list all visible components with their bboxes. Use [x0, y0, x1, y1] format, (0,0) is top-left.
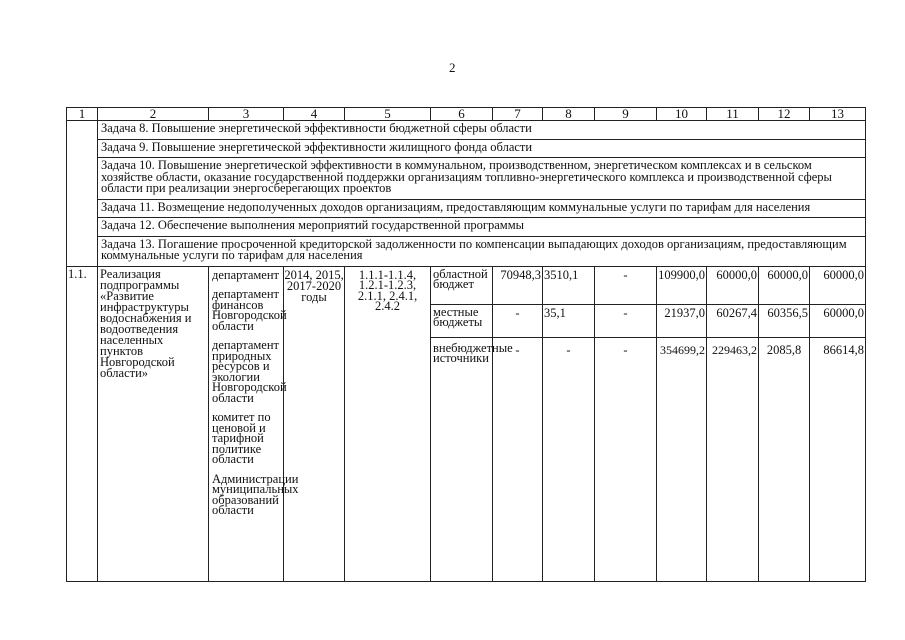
- header-cell: 1: [67, 108, 98, 121]
- value-cell: 60000,0: [810, 304, 866, 337]
- task-row: [67, 158, 866, 200]
- header-cell: 3: [209, 108, 284, 121]
- task-row: [67, 199, 866, 218]
- task-text: Задача 10. Повышение энергетической эффективности в коммунальном, производственном, энергетическом комплексах и в сельском хозяйстве области, оказание государственной поддержки организациям топливно-энергетического комплекса и производственной сферы области при реализации энергосберегающих проектов: [98, 158, 866, 200]
- row-number: 1.1.: [67, 266, 98, 581]
- value-cell: 60267,4: [707, 304, 759, 337]
- value-cell: -: [543, 337, 595, 581]
- task-row: [67, 218, 866, 237]
- value-cell: 229463,2: [707, 337, 759, 581]
- executor: департамент природных ресурсов и экологии Новгородской области: [212, 338, 287, 405]
- header-cell: 6: [431, 108, 493, 121]
- activity-name: Реализация подпрограммы «Развитие инфраструктуры водоснабжения и водоотведения населенных пунктов Новгородской области»: [98, 266, 209, 581]
- value-cell: 35,1: [543, 304, 595, 337]
- value-cell: 70948,3: [493, 266, 543, 304]
- header-cell: 4: [284, 108, 345, 121]
- task-text: Задача 12. Обеспечение выполнения мероприятий государственной программы: [98, 218, 866, 237]
- source-name: внебюджетные источники: [431, 337, 493, 581]
- task-text: Задача 8. Повышение энергетической эффективности бюджетной сферы области: [98, 121, 866, 140]
- executor: департамент финансов Новгородской области: [212, 287, 287, 333]
- task-row: [67, 139, 866, 158]
- years-cell: 2014, 2015, 2017-2020 годы: [284, 266, 345, 581]
- value-cell: 60356,5: [759, 304, 810, 337]
- value-cell: 354699,2: [657, 337, 707, 581]
- executor: департамент: [212, 267, 280, 282]
- header-cell: 2: [98, 108, 209, 121]
- task-text: Задача 13. Погашение просроченной кредиторской задолженности по компенсации выпадающих доходов организациям, предоставляющим коммунальные услуги по тарифам для населения: [98, 236, 866, 266]
- page-number: 2: [449, 60, 456, 75]
- task-row: [67, 121, 866, 140]
- value-cell: 60000,0: [707, 266, 759, 304]
- program-row: [67, 266, 866, 304]
- value-cell: -: [595, 266, 657, 304]
- header-row: [67, 108, 866, 121]
- value-cell: -: [493, 304, 543, 337]
- executors-cell: [209, 266, 299, 581]
- executor: Администрации муниципальных образований области: [212, 471, 299, 517]
- value-cell: 2085,8: [759, 337, 810, 581]
- value-cell: 60000,0: [810, 266, 866, 304]
- task-text: Задача 9. Повышение энергетической эффективности жилищного фонда области: [98, 139, 866, 158]
- value-cell: 21937,0: [657, 304, 707, 337]
- header-cell: 11: [707, 108, 759, 121]
- header-cell: 13: [810, 108, 866, 121]
- value-cell: -: [493, 337, 543, 581]
- header-cell: 12: [759, 108, 810, 121]
- header-cell: 10: [657, 108, 707, 121]
- value-cell: 3510,1: [543, 266, 595, 304]
- value-cell: -: [595, 337, 657, 581]
- value-cell: -: [595, 304, 657, 337]
- source-name: областной бюджет: [431, 266, 493, 304]
- executor: комитет по ценовой и тарифной политике области: [212, 410, 271, 466]
- value-cell: 109900,0: [657, 266, 707, 304]
- program-table: [66, 107, 866, 582]
- header-cell: 8: [543, 108, 595, 121]
- value-cell: 60000,0: [759, 266, 810, 304]
- header-cell: 9: [595, 108, 657, 121]
- source-name: местные бюджеты: [431, 304, 493, 337]
- header-cell: 5: [345, 108, 431, 121]
- task-row: [67, 236, 866, 266]
- task-empty-cell: [67, 121, 98, 267]
- codes-cell: 1.1.1-1.1.4, 1.2.1-1.2.3, 2.1.1, 2.4.1, 2.4.2: [345, 266, 431, 581]
- header-cell: 7: [493, 108, 543, 121]
- value-cell: 86614,8: [810, 337, 866, 581]
- task-text: Задача 11. Возмещение недополученных доходов организациям, предоставляющим коммунальные услуги по тарифам для населения: [98, 199, 866, 218]
